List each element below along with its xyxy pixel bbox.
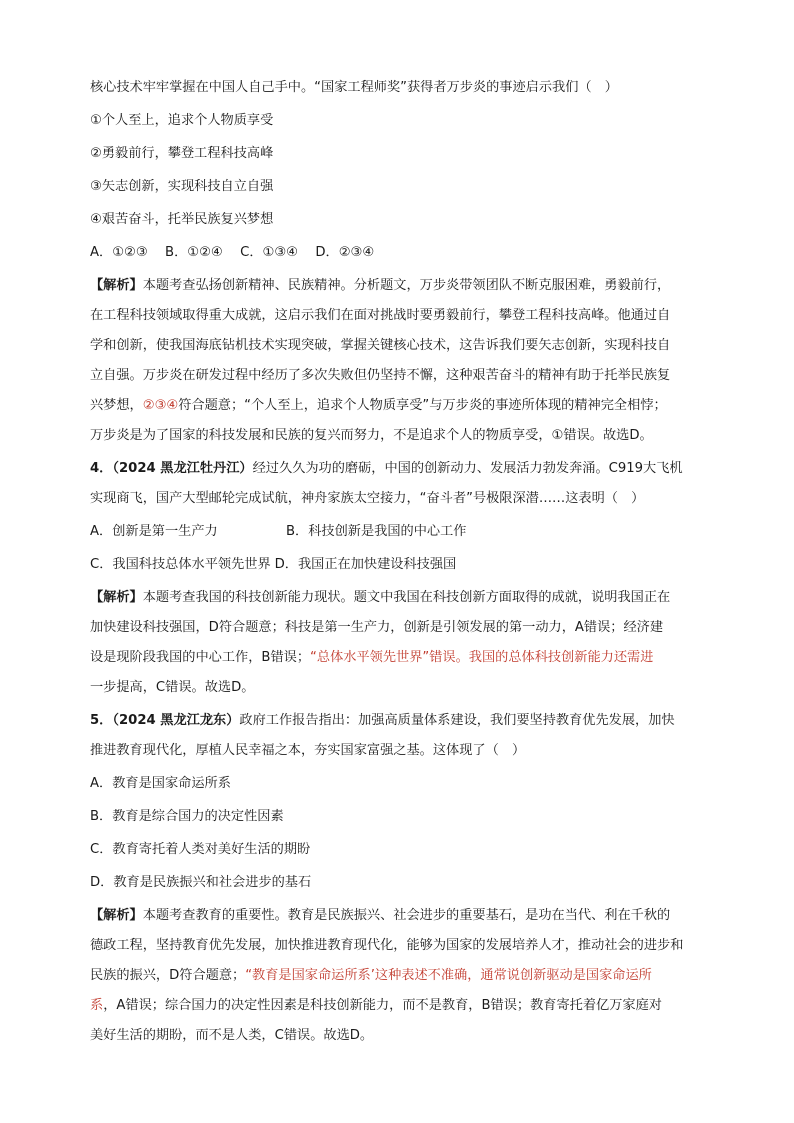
q3-analysis-line-4: 立自强。万步炎在研发过程中经历了多次失败但仍坚持不懈，这种艰苦奋斗的精神有助于托举民族复 — [90, 368, 671, 383]
q5-analysis-line-4: 系，A错误；综合国力的决定性因素是科技创新能力，而不是教育，B错误；教育寄托着亿万家庭对 — [90, 998, 662, 1013]
analysis-tag: 【解析】 — [90, 278, 143, 293]
q5-option-b: B．教育是综合国力的决定性因素 — [90, 809, 284, 824]
q5-analysis-line-3: 民族的振兴，D符合题意；“教育是国家命运所系’这种表述不准确，通常说创新驱动是国家命运所 — [90, 968, 652, 983]
document-page — [90, 78, 714, 1046]
q5-analysis-line-2: 德政工程，坚持教育优先发展，加快推进教育现代化，能够为国家的发展培养人才，推动社会的进步和 — [90, 938, 684, 953]
q5-option-a: A．教育是国家命运所系 — [90, 776, 231, 791]
q3-analysis-line-2: 在工程科技领域取得重大成就，这启示我们在面对挑战时要勇毅前行，攀登工程科技高峰。他通过自 — [90, 308, 671, 323]
q4-analysis-line-4: 一步提高，C错误。故选D。 — [90, 680, 255, 695]
q3-item-4: ④艰苦奋斗，托举民族复兴梦想 — [90, 212, 274, 227]
q5-analysis-line-5: 美好生活的期盼，而不是人类，C错误。故选D。 — [90, 1028, 374, 1043]
q3-analysis-line-1: 【解析】本题考查弘扬创新精神、民族精神。分析题文，万步炎带领团队不断克服困难，勇毅前行， — [90, 278, 671, 293]
q4-analysis-line-2: 加快建设科技强国，D符合题意；科技是第一生产力，创新是引领发展的第一动力，A错误；经济建 — [90, 620, 664, 635]
q3-analysis-line-3: 学和创新，使我国海底钻机技术实现突破，掌握关键核心技术，这告诉我们要矢志创新，实现科技自 — [90, 338, 671, 353]
q5-stem-line-1: 5．（2024 黑龙江龙东）政府工作报告指出：加强高质量体系建设，我们要坚持教育优先发展，加快 — [90, 713, 675, 728]
q3-item-2: ②勇毅前行，攀登工程科技高峰 — [90, 146, 274, 161]
q4-option-d: D．我国正在加快建设科技强国 — [274, 557, 457, 572]
q3-item-3: ③矢志创新，实现科技自立自强 — [90, 179, 274, 194]
analysis-tag: 【解析】 — [90, 908, 143, 923]
q4-analysis-line-1: 【解析】本题考查我国的科技创新能力现状。题文中我国在科技创新方面取得的成就，说明我国正在 — [90, 590, 671, 605]
q5-analysis-line-1: 【解析】本题考查教育的重要性。教育是民族振兴、社会进步的重要基石，是功在当代、利在千秋的 — [90, 908, 671, 923]
q5-option-c: C．教育寄托着人类对美好生活的期盼 — [90, 842, 311, 857]
q4-analysis-line-3: 设是现阶段我国的中心工作，B错误；“总体水平领先世界”错误。我国的总体科技创新能力还需进 — [90, 650, 654, 665]
q5-source: （2024 黑龙江龙东） — [112, 713, 240, 728]
q5-option-d: D．教育是民族振兴和社会进步的基石 — [90, 875, 312, 890]
q4-stem-line-1: 4．（2024 黑龙江牡丹江）经过久久为功的磨砺，中国的创新动力、发展活力勃发奔涌。C919大飞机 — [90, 461, 683, 476]
q5-stem-line-2: 推进教育现代化，厚植人民幸福之本，夯实国家富强之基。这体现了（ ） — [90, 743, 526, 758]
q4-options-row-2 — [90, 555, 714, 575]
q3-analysis-line-5: 兴梦想，②③④符合题意；“个人至上，追求个人物质享受”与万步炎的事迹所体现的精神完全相悖； — [90, 398, 667, 413]
highlighted-error: “总体水平领先世界”错误。我国的总体科技创新能力还需进 — [310, 650, 654, 665]
q3-stem-tail: 核心技术牢牢掌握在中国人自己手中。“国家工程师奖”获得者万步炎的事迹启示我们（ ） — [90, 80, 618, 95]
q4-option-b: B．科技创新是我国的中心工作 — [286, 524, 467, 539]
q5-number: 5． — [90, 713, 113, 728]
q4-stem-line-2: 实现商飞，国产大型邮轮完成试航，神舟家族太空接力，“奋斗者”号极限深潜……这表明（ ） — [90, 491, 645, 506]
highlighted-answer: ②③④ — [142, 398, 179, 413]
highlighted-error: “教育是国家命运所系’这种表述不准确，通常说创新驱动是国家命运所 — [245, 968, 652, 983]
q4-number: 4． — [90, 461, 113, 476]
q3-choices: A．①②③ B．①②④ C．①③④ D．②③④ — [90, 245, 375, 260]
q3-item-1: ①个人至上，追求个人物质享受 — [90, 113, 274, 128]
q4-source: （2024 黑龙江牡丹江） — [112, 461, 253, 476]
q4-option-c: C．我国科技总体水平领先世界 — [90, 557, 271, 572]
q3-analysis-line-6: 万步炎是为了国家的科技发展和民族的复兴而努力，不是追求个人的物质享受，①错误。故选D。 — [90, 428, 653, 443]
q4-options-row-1 — [90, 522, 714, 542]
analysis-tag: 【解析】 — [90, 590, 143, 605]
q4-option-a: A．创新是第一生产力 — [90, 524, 218, 539]
